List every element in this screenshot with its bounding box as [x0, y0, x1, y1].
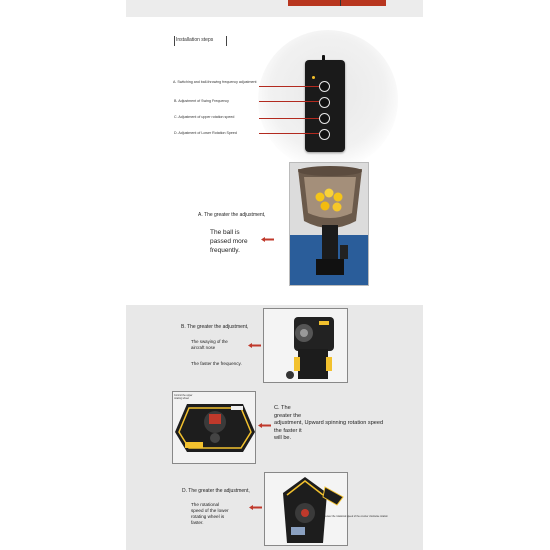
upper-wheel-photo — [172, 391, 256, 464]
section-c-line-3: adjustment, Upward spinning rotation speed — [274, 420, 384, 427]
section-c-line-5: will be. — [274, 435, 292, 442]
section-d-photo-note: Lower the rotational speed of the counter clockwise rotation — [325, 515, 388, 518]
section-d-description — [191, 502, 229, 526]
step-a-pointer — [259, 86, 319, 87]
section-d-line-4: faster. — [191, 519, 204, 525]
frequency-knob — [319, 81, 330, 92]
machine-head-illustration — [264, 309, 348, 383]
section-d-line-2: speed of the lower — [191, 507, 229, 513]
step-a-label: A. Switching and ball-throwing frequency adjustment — [173, 80, 257, 84]
step-d-pointer — [259, 133, 319, 134]
section-c-arrow-icon — [258, 423, 271, 428]
step-c-label: C. Adjustment of upper rotation speed — [174, 115, 235, 119]
section-b-frequency-text: The faster the frequency. — [191, 361, 242, 366]
section-b-line-2: aircraft nose — [191, 344, 216, 350]
upper-rotation-knob — [319, 113, 330, 124]
section-c-description — [274, 405, 424, 443]
section-b-arrow-icon — [248, 343, 261, 348]
section-a-description — [210, 229, 248, 255]
remote-power-led — [312, 76, 315, 79]
section-d-line-3: rotating wheel is — [191, 513, 225, 519]
installation-title: Installation steps — [176, 37, 214, 43]
section-d-line-1: The rotational — [191, 502, 220, 507]
section-b-caption: B. The greater the adjustment, — [181, 324, 249, 330]
section-a-arrow-icon — [261, 237, 274, 242]
section-a-line-2: passed more — [210, 237, 248, 245]
section-c-photo-note: Control the upper rotating wheel — [174, 394, 193, 400]
section-d-arrow-icon — [249, 505, 262, 510]
section-a-line-1: The ball is — [210, 229, 240, 236]
step-b-pointer — [259, 101, 319, 102]
title-bar-left — [174, 36, 175, 46]
step-c-pointer — [259, 118, 319, 119]
lower-rotation-knob — [319, 129, 330, 140]
section-b-description — [191, 339, 228, 350]
upper-wheel-illustration — [173, 392, 256, 464]
section-a-caption: A. The greater the adjustment, — [198, 212, 266, 218]
section-c-line-2: greater the — [274, 412, 302, 419]
lower-wheel-photo — [264, 472, 348, 546]
title-bar-right — [226, 36, 227, 46]
section-c-line-4: the faster it — [274, 427, 302, 434]
section-a-line-3: frequently. — [210, 246, 240, 254]
top-image-divider — [340, 0, 341, 6]
section-c-line-1: C. The — [274, 405, 291, 411]
step-d-label: D. Adjustment of Lower Rotation Speed — [174, 131, 237, 135]
ball-machine-illustration — [290, 163, 369, 286]
ball-machine-photo — [289, 162, 369, 286]
lower-wheel-illustration — [265, 473, 348, 546]
top-product-image-fragment — [288, 0, 386, 6]
step-b-label: B. Adjustment of Swing Frequency — [174, 99, 229, 103]
machine-head-photo — [263, 308, 348, 383]
section-d-caption: D. The greater the adjustment, — [182, 488, 250, 494]
section-b-line-1: The swaying of the — [191, 339, 228, 344]
swing-knob — [319, 97, 330, 108]
